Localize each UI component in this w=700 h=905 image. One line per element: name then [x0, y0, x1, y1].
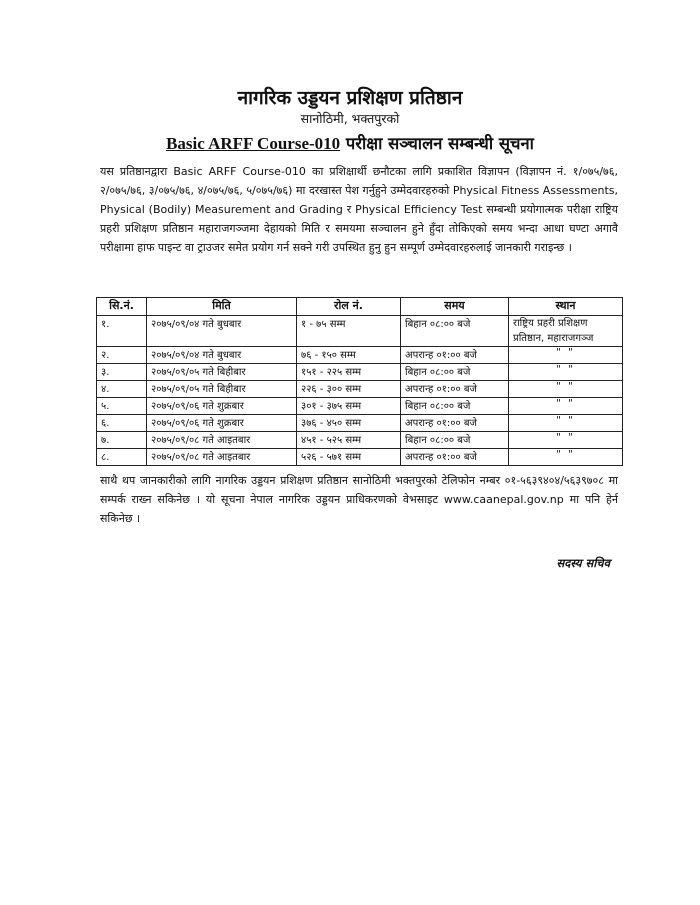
cell-roll-range: ७६ - १५० सम्म	[297, 347, 401, 364]
cell-date: २०७५/०९/०६ गते शुक्रबार	[147, 415, 297, 432]
table-row	[97, 364, 623, 381]
cell-roll-range: ५२६ - ५७१ सम्म	[297, 449, 401, 466]
table-row	[97, 432, 623, 449]
header-date: मिति	[147, 298, 297, 316]
organization-location: सानोठिमी, भक्तपुरको	[300, 111, 400, 126]
cell-date: २०७५/०९/०४ गते बुधबार	[147, 316, 297, 347]
cell-venue-ditto: " "	[509, 364, 623, 381]
header-roll-no: रोल नं.	[297, 298, 401, 316]
cell-roll-range: १ - ७५ सम्म	[297, 316, 401, 347]
cell-date: २०७५/०९/०६ गते शुक्रबार	[147, 398, 297, 415]
cell-date: २०७५/०९/०५ गते बिहीबार	[147, 381, 297, 398]
cell-time: बिहान ०८:०० बजे	[401, 398, 509, 415]
cell-roll-range: ३७६ - ४५० सम्म	[297, 415, 401, 432]
notice-body-paragraph: यस प्रतिष्ठानद्वारा Basic ARFF Course-010 का प्रशिक्षार्थी छनौटका लागि प्रकाशित विज्ञापन (विज्ञापन नं. १/०७५/७६, २/०७५/७६, ३/०७५/७६, ४/०७५/७६, ५/०७५/७६) मा दरखास्त पेश गर्नुहुने उम्मेदवारहरुको Physical Fitness Assessments, Physical (Bodily) Measurement and Grading र Physical Efficiency Test सम्बन्धी प्रयोगात्मक परीक्षा राष्ट्रिय प्रहरी प्रशिक्षण प्रतिष्ठान महाराजगञ्जमा देहायको मिति र समयमा सञ्चालन हुने हुँदा तोकिएको समय भन्दा आधा घण्टा अगावै परीक्षामा हाफ पाइन्ट वा ट्राउजर समेत प्रयोग गर्न सक्ने गरी उपस्थित हुनु हुन सम्पूर्ण उम्मेदवारहरुलाई जानकारी गराइन्छ ।	[100, 165, 618, 254]
cell-serial: ४.	[97, 381, 147, 398]
cell-date: २०७५/०९/०८ गते आइतबार	[147, 449, 297, 466]
cell-time: अपरान्ह ०१:०० बजे	[401, 381, 509, 398]
table-header-row	[97, 298, 623, 316]
cell-venue-ditto: " "	[509, 432, 623, 449]
cell-time: बिहान ०८:०० बजे	[401, 316, 509, 347]
notice-title-subject: परीक्षा सञ्चालन सम्बन्धी सूचना	[340, 134, 534, 153]
header-venue: स्थान	[509, 298, 623, 316]
header-time: समय	[401, 298, 509, 316]
table-row	[97, 316, 623, 347]
cell-venue-ditto: " "	[509, 449, 623, 466]
table-row	[97, 347, 623, 364]
cell-serial: ७.	[97, 432, 147, 449]
cell-date: २०७५/०९/०८ गते आइतबार	[147, 432, 297, 449]
cell-serial: ६.	[97, 415, 147, 432]
cell-venue-ditto: " "	[509, 415, 623, 432]
cell-serial: ५.	[97, 398, 147, 415]
table-row	[97, 449, 623, 466]
cell-serial: ८.	[97, 449, 147, 466]
header-serial: सि.नं.	[97, 298, 147, 316]
cell-date: २०७५/०९/०५ गते बिहीबार	[147, 364, 297, 381]
table-row	[97, 415, 623, 432]
notice-title-course: Basic ARFF Course-010	[166, 134, 341, 153]
cell-serial: ३.	[97, 364, 147, 381]
cell-roll-range: ४५१ - ५२५ सम्म	[297, 432, 401, 449]
cell-venue: राष्ट्रिय प्रहरी प्रशिक्षण प्रतिष्ठान, महाराजगञ्ज	[509, 316, 623, 347]
cell-roll-range: ३०१ - ३७५ सम्म	[297, 398, 401, 415]
organization-name: नागरिक उड्डयन प्रशिक्षण प्रतिष्ठान	[237, 87, 463, 109]
cell-roll-range: १५१ - २२५ सम्म	[297, 364, 401, 381]
cell-date: २०७५/०९/०४ गते बुधबार	[147, 347, 297, 364]
notice-title	[0, 131, 700, 154]
cell-venue-ditto: " "	[509, 398, 623, 415]
table-row	[97, 381, 623, 398]
table-row	[97, 398, 623, 415]
cell-time: अपरान्ह ०१:०० बजे	[401, 449, 509, 466]
cell-time: अपरान्ह ०१:०० बजे	[401, 415, 509, 432]
cell-serial: १.	[97, 316, 147, 347]
cell-time: अपरान्ह ०१:०० बजे	[401, 347, 509, 364]
cell-serial: २.	[97, 347, 147, 364]
exam-schedule-table	[96, 297, 623, 466]
cell-venue-ditto: " "	[509, 381, 623, 398]
signatory-title: सदस्य सचिव	[556, 556, 610, 570]
contact-info-paragraph: साथै थप जानकारीको लागि नागरिक उड्डयन प्रशिक्षण प्रतिष्ठान सानोठिमी भक्तपुरको टेलिफोन नम्बर ०१-५६३९४०४/५६३९७०८ मा सम्पर्क राख्न सकिनेछ । यो सूचना नेपाल नागरिक उड्डयन प्राधिकरणको वेभसाइट www.caanepal.gov.np मा पनि हेर्न सकिनेछ ।	[100, 474, 618, 525]
cell-time: बिहान ०८:०० बजे	[401, 432, 509, 449]
cell-time: बिहान ०८:०० बजे	[401, 364, 509, 381]
cell-roll-range: २२६ - ३०० सम्म	[297, 381, 401, 398]
cell-venue-ditto: " "	[509, 347, 623, 364]
